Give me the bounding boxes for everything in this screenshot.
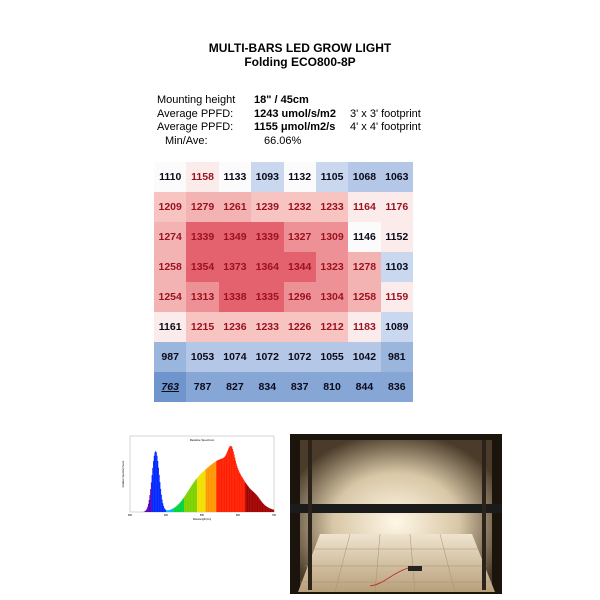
ppfd-cell: 1309 [316,222,348,252]
spectrum-title: Relative Spectrum [189,438,215,442]
ppfd-cell: 1089 [381,312,413,342]
spectrum-ylabel: Relative Spectral Power [122,460,125,488]
tent-floor [298,534,495,592]
ppfd-cell: 1233 [316,192,348,222]
ppfd-cell: 1261 [219,192,251,222]
ppfd-cell: 1296 [284,282,316,312]
ppfd-cell: 981 [381,342,413,372]
title-line-2: Folding ECO800-8P [244,55,356,69]
ppfd-cell: 1055 [316,342,348,372]
ppfd-cell: 1110 [154,162,186,192]
spec-value: 1155 μmol/m2/s [254,121,336,133]
ppfd-cell: 1327 [284,222,316,252]
spectrum-tick-label: 380 [127,514,133,517]
spectrum-tick-label: 480 [163,514,169,517]
ppfd-cell: 1176 [381,192,413,222]
ppfd-cell: 1152 [381,222,413,252]
ppfd-cell: 1323 [316,252,348,282]
spectrum-x-ticks [128,514,277,517]
ppfd-cell: 1146 [348,222,380,252]
ppfd-cell: 1339 [186,222,218,252]
ppfd-cell: 1313 [186,282,218,312]
ppfd-cell: 1349 [219,222,251,252]
spec-note: 4' x 4' footprint [350,121,421,133]
ppfd-cell: 1258 [154,252,186,282]
ppfd-cell: 836 [381,372,413,402]
spec-value: 18" / 45cm [254,94,309,106]
spectrum-slice [273,510,274,512]
ppfd-cell: 1373 [219,252,251,282]
ppfd-cell: 810 [316,372,348,402]
ppfd-cell: 1063 [381,162,413,192]
ppfd-cell: 1232 [284,192,316,222]
ppfd-cell: 1072 [251,342,283,372]
ppfd-cell: 1074 [219,342,251,372]
ppfd-cell: 1278 [348,252,380,282]
ppfd-cell: 1212 [316,312,348,342]
spec-value: 66.06% [264,134,302,147]
ppfd-cell: 837 [284,372,316,402]
led-fixture-bar [290,504,502,513]
ppfd-cell: 1215 [186,312,218,342]
ppfd-cell: 1339 [251,222,283,252]
spectrum-tick-label: 780 [271,514,277,517]
ppfd-cell: 1103 [381,252,413,282]
spectrum-chart [118,432,278,522]
ppfd-cell: 1226 [284,312,316,342]
ppfd-cell: 1159 [381,282,413,312]
ppfd-heatmap [154,162,413,402]
ppfd-cell: 1164 [348,192,380,222]
ppfd-cell: 1274 [154,222,186,252]
ppfd-cell: 987 [154,342,186,372]
ppfd-cell: 1105 [316,162,348,192]
ppfd-cell: 1093 [251,162,283,192]
ppfd-meter [408,566,422,571]
ppfd-cell: 1042 [348,342,380,372]
ppfd-cell: 1161 [154,312,186,342]
ppfd-cell: 1236 [219,312,251,342]
ppfd-cell: 1133 [219,162,251,192]
spec-label: Average PPFD: [157,107,234,120]
ppfd-cell: 1254 [154,282,186,312]
ppfd-cell: 1239 [251,192,283,222]
ppfd-cell: 1354 [186,252,218,282]
spectrum-tick-label: 680 [235,514,241,517]
ppfd-cell: 1068 [348,162,380,192]
ppfd-cell: 827 [219,372,251,402]
title-line-1: MULTI-BARS LED GROW LIGHT [208,41,392,55]
spec-value: 1243 umol/s/m2 [254,107,336,120]
ppfd-cell: 1279 [186,192,218,222]
ppfd-cell: 1304 [316,282,348,312]
spec-note: 3' x 3' footprint [350,107,421,120]
tent-support-pole [482,440,486,590]
grow-tent-photo [290,434,502,594]
ppfd-cell: 1158 [186,162,218,192]
ppfd-cell: 1258 [348,282,380,312]
ppfd-cell: 1183 [348,312,380,342]
spectrum-xlabel: Wavelength(nm) [192,518,212,521]
ppfd-cell: 1132 [284,162,316,192]
ppfd-cell: 834 [251,372,283,402]
ppfd-cell: 1233 [251,312,283,342]
ppfd-cell: 844 [348,372,380,402]
ppfd-cell: 1338 [219,282,251,312]
spec-label: Min/Ave: [165,134,208,147]
ppfd-cell: 787 [186,372,218,402]
spec-label: Mounting height [157,94,236,106]
tent-support-pole [308,440,312,590]
ppfd-cell: 1053 [186,342,218,372]
ppfd-cell: 1335 [251,282,283,312]
ppfd-cell: 763 [154,372,186,402]
ppfd-cell: 1209 [154,192,186,222]
ppfd-cell: 1344 [284,252,316,282]
spectrum-tick-label: 580 [199,514,205,517]
spec-label: Average PPFD: [157,121,234,133]
ppfd-cell: 1364 [251,252,283,282]
ppfd-cell: 1072 [284,342,316,372]
